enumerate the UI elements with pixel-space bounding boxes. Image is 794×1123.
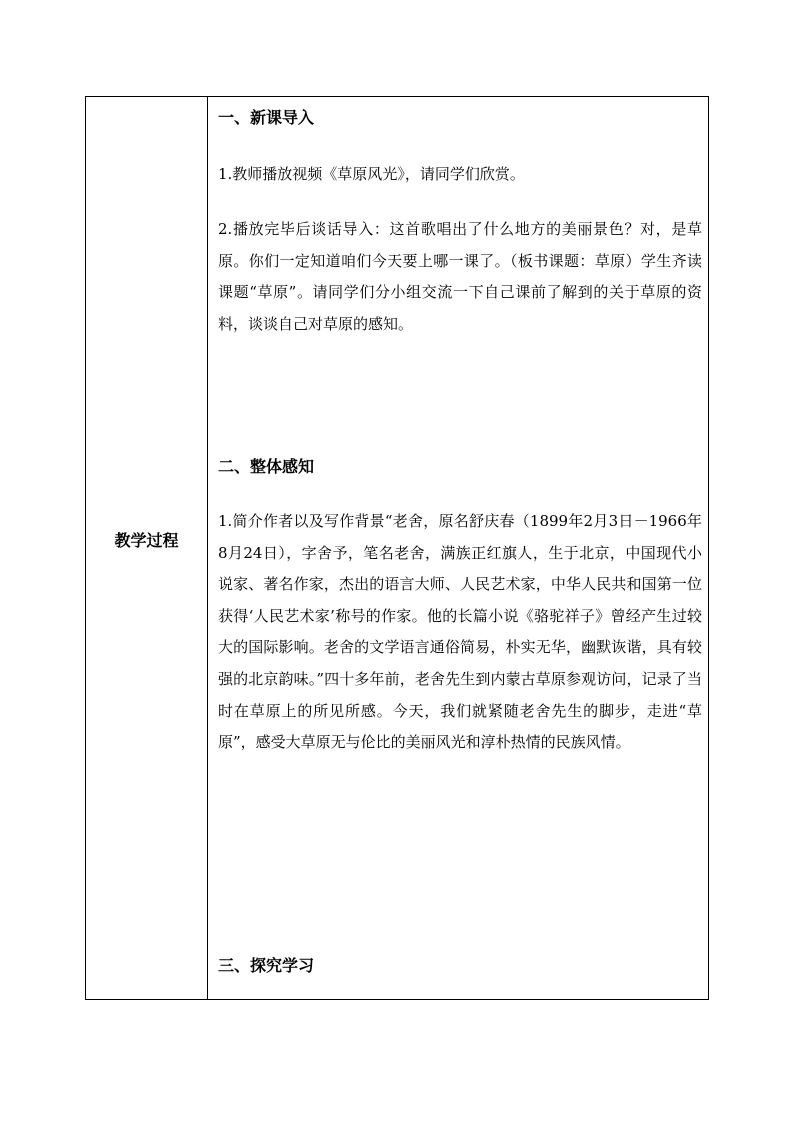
section-heading-inquiry: 三、探究学习 [218, 956, 315, 975]
content-cell [208, 97, 708, 999]
row-label: 教学过程 [114, 531, 179, 550]
section-heading-intro: 一、新课导入 [218, 108, 315, 127]
section-heading-overview: 二、整体感知 [218, 457, 315, 476]
paragraph-overview-1: 1.简介作者以及写作背景“老舍，原名舒庆春（1899年2月3日－1966年8月24日），字舍予，笔名老舍，满族正红旗人，生于北京，中国现代小说家、著名作家，杰出的语言大师、人民艺术家，中华人民共和国第一位获得‘人民艺术家’称号的作家。他的长篇小说《骆驼祥子》曾经产生过较大的国际影响。老舍的文学语言通俗简易，朴实无华，幽默诙谐，具有较强的北京韵味。”四十多年前，老舍先生到内蒙古草原参观访问，记录了当时在草原上的所见所感。今天，我们就紧随老舍先生的脚步，走进“草原”，感受大草原无与伦比的美丽风光和淳朴热情的民族风情。 [218, 512, 702, 752]
lesson-plan-table [85, 96, 709, 1000]
paragraph-intro-1: 1.教师播放视频《草原风光》，请同学们欣赏。 [218, 165, 525, 183]
paragraph-intro-2: 2.播放完毕后谈话导入：这首歌唱出了什么地方的美丽景色？对，是草原。你们一定知道咱们今天要上哪一课了。（板书课题：草原）学生齐读课题“草原”。请同学们分小组交流一下自己课前了解到的关于草原的资料，谈谈自己对草原的感知。 [218, 220, 702, 333]
